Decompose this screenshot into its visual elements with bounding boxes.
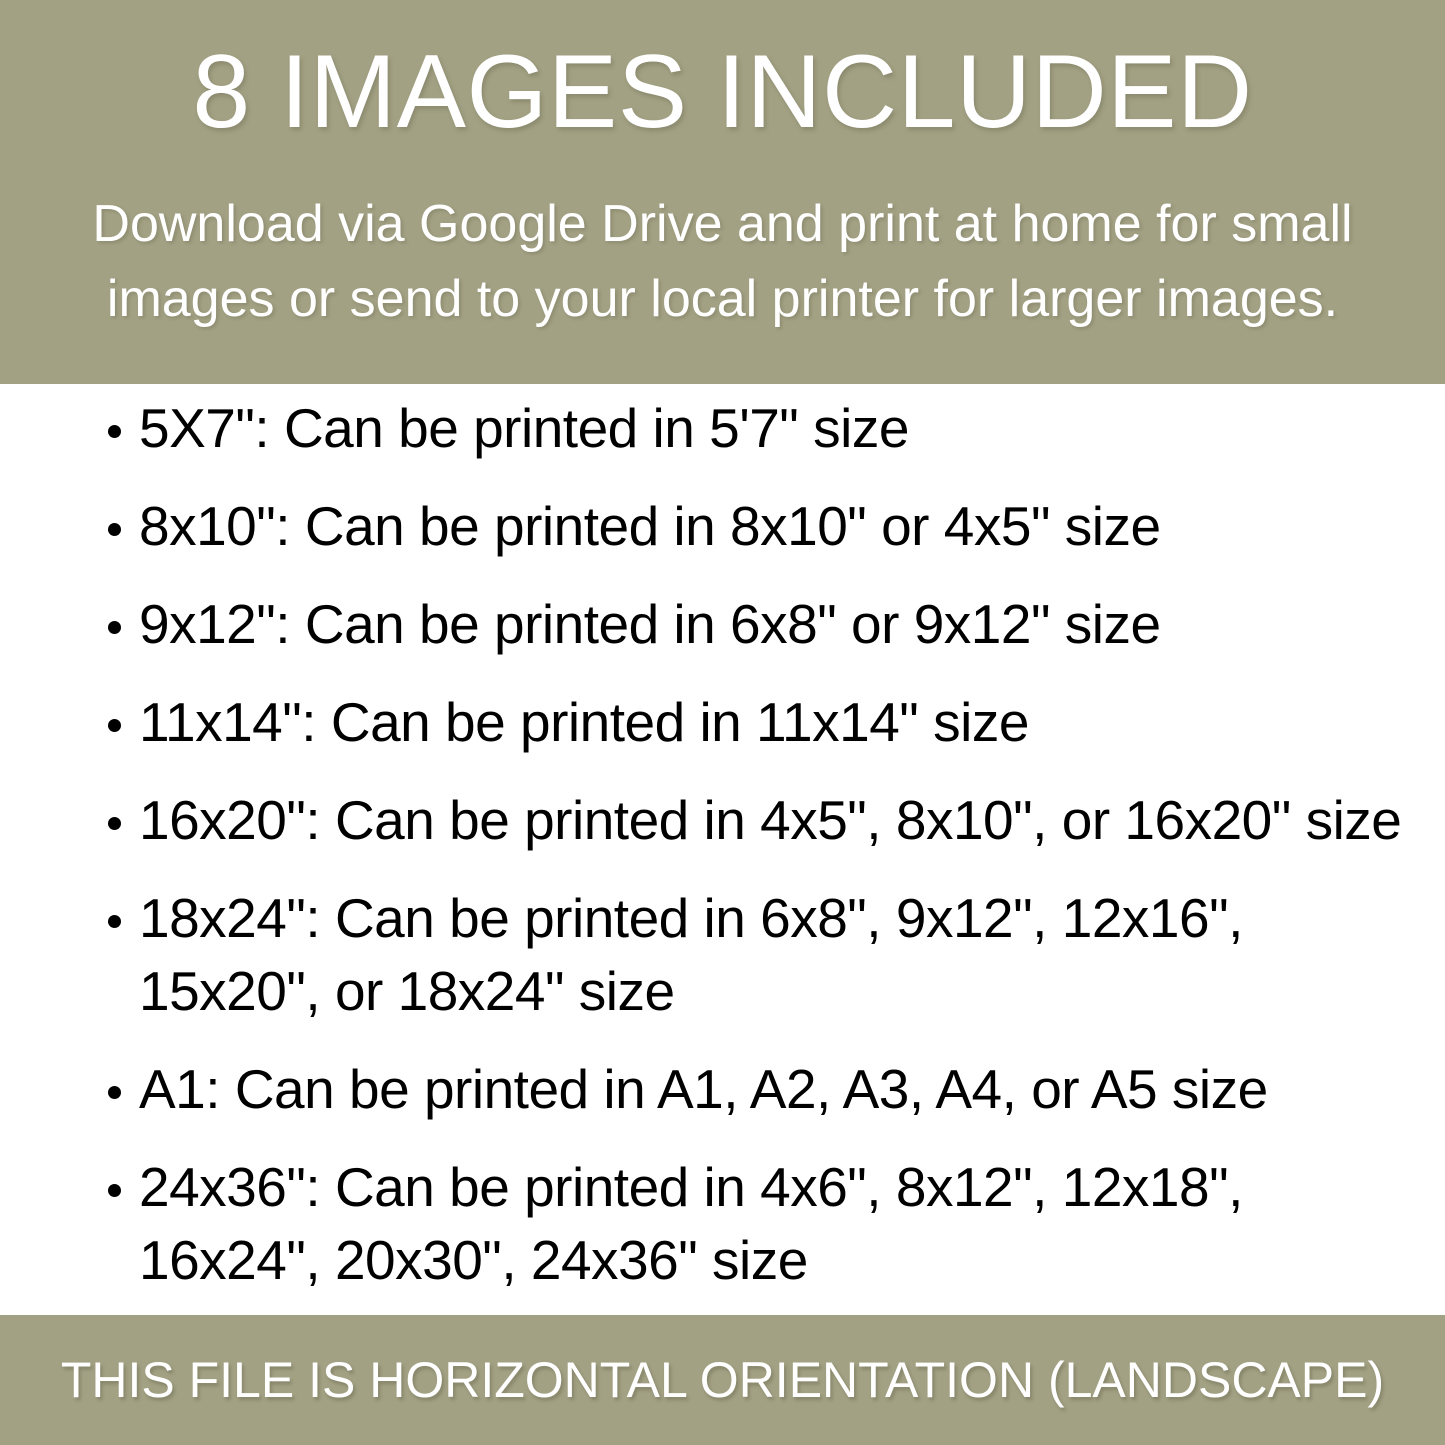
size-item-text: 9x12": Can be printed in 6x8" or 9x12" size xyxy=(139,593,1161,655)
size-list-item-a1 xyxy=(139,1053,1405,1126)
download-instructions-line: Download via Google Drive and print at home for small xyxy=(92,195,1353,253)
download-instructions xyxy=(0,187,1445,337)
size-item-text: 11x14": Can be printed in 11x14" size xyxy=(139,691,1029,753)
bullet-icon xyxy=(108,523,121,536)
size-list-item-5x7 xyxy=(139,392,1405,465)
bottom-banner xyxy=(0,1315,1445,1445)
size-item-text: 16x20": Can be printed in 4x5", 8x10", or 16x20" size xyxy=(139,789,1402,851)
bullet-icon xyxy=(108,817,121,830)
size-item-text: 8x10": Can be printed in 8x10" or 4x5" size xyxy=(139,495,1161,557)
size-item-text: 15x20", or 18x24" size xyxy=(139,960,675,1022)
page-title: 8 IMAGES INCLUDED xyxy=(192,34,1253,150)
bullet-icon xyxy=(108,915,121,928)
top-banner xyxy=(0,0,1445,384)
size-item-text: 5X7": Can be printed in 5'7" size xyxy=(139,397,909,459)
size-list-item-18x24 xyxy=(139,882,1405,1028)
size-item-text: 18x24": Can be printed in 6x8", 9x12", 12x16", xyxy=(139,887,1243,949)
size-item-text: A1: Can be printed in A1, A2, A3, A4, or A5 size xyxy=(139,1058,1268,1120)
bullet-icon xyxy=(108,719,121,732)
size-list-item-11x14 xyxy=(139,686,1405,759)
bullet-icon xyxy=(108,621,121,634)
size-list-item-9x12 xyxy=(139,588,1405,661)
print-size-list xyxy=(0,384,1445,1322)
size-item-text: 24x36": Can be printed in 4x6", 8x12", 12x18", xyxy=(139,1156,1243,1218)
size-list-item-8x10 xyxy=(139,490,1405,563)
download-instructions-line: images or send to your local printer for larger images. xyxy=(106,270,1339,328)
size-item-text: 16x24", 20x30", 24x36" size xyxy=(139,1229,808,1291)
bullet-icon xyxy=(108,1184,121,1197)
size-list-item-16x20 xyxy=(139,784,1405,857)
bullet-icon xyxy=(108,425,121,438)
orientation-note: THIS FILE IS HORIZONTAL ORIENTATION (LANDSCAPE) xyxy=(60,1352,1385,1408)
size-list-item-24x36 xyxy=(139,1151,1405,1297)
bullet-icon xyxy=(108,1086,121,1099)
